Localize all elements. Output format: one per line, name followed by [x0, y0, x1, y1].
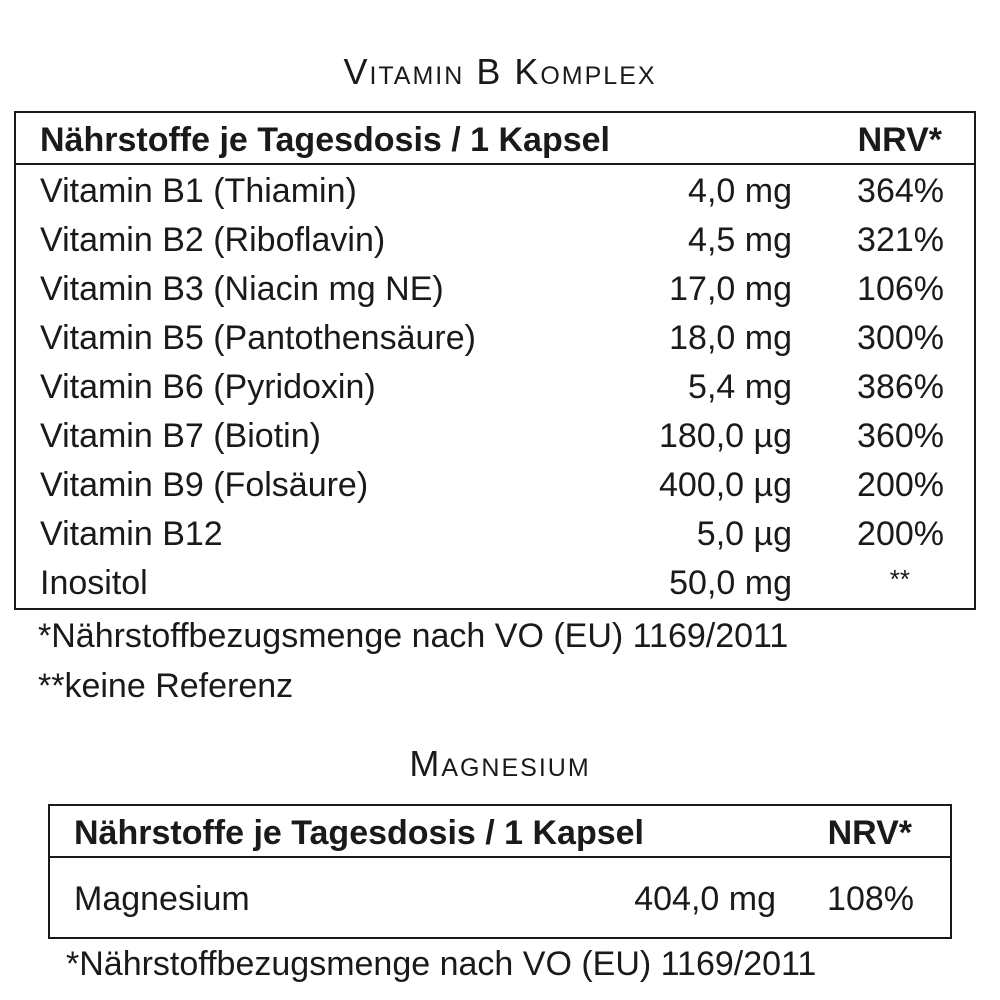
nutrient-name: Vitamin B6 (Pyridoxin) — [40, 368, 376, 406]
vitamin-b-table-header — [16, 113, 974, 165]
table-row — [16, 412, 974, 461]
magnesium-rows — [50, 858, 950, 924]
nutrient-amount: 180,0 µg — [658, 417, 792, 455]
nutrient-name: Vitamin B3 (Niacin mg NE) — [40, 270, 444, 308]
table-row — [16, 167, 974, 216]
table-row — [16, 363, 974, 412]
header-label: Nährstoffe je Tagesdosis / 1 Kapsel — [40, 121, 610, 159]
nutrient-amount: 4,0 mg — [688, 172, 792, 210]
footnote-no-reference: **keine Referenz — [38, 667, 294, 705]
nutrient-name: Inositol — [40, 564, 148, 602]
nutrient-amount: 5,4 mg — [688, 368, 792, 406]
table-row — [16, 265, 974, 314]
header-nrv: NRV* — [857, 121, 942, 159]
nutrient-amount: 18,0 mg — [669, 319, 792, 357]
footnote-nrv-reference: *Nährstoffbezugsmenge nach VO (EU) 1169/2011 — [38, 617, 789, 655]
nutrient-nrv: 321% — [857, 221, 944, 259]
nutrient-name: Magnesium — [74, 880, 250, 918]
table-row — [50, 875, 950, 924]
table-row — [16, 461, 974, 510]
nutrient-amount: 400,0 µg — [658, 466, 792, 504]
header-label: Nährstoffe je Tagesdosis / 1 Kapsel — [74, 814, 644, 852]
nutrient-name: Vitamin B7 (Biotin) — [40, 417, 321, 455]
nutrient-amount: 50,0 mg — [669, 564, 792, 602]
vitamin-b-title: Vitamin B Komplex — [343, 51, 657, 92]
nutrient-nrv: 386% — [857, 368, 944, 406]
vitamin-b-rows — [16, 165, 974, 608]
nutrient-nrv: 300% — [857, 319, 944, 357]
nutrient-amount: 17,0 mg — [669, 270, 792, 308]
nutrient-nrv: ** — [889, 564, 910, 594]
nutrient-nrv: 200% — [857, 515, 944, 553]
nutrient-amount: 4,5 mg — [688, 221, 792, 259]
magnesium-title: Magnesium — [409, 743, 591, 784]
table-row — [16, 510, 974, 559]
header-nrv: NRV* — [827, 814, 912, 852]
nutrient-nrv: 200% — [857, 466, 944, 504]
nutrient-name: Vitamin B12 — [40, 515, 223, 553]
nutrient-name: Vitamin B1 (Thiamin) — [40, 172, 357, 210]
nutrient-nrv: 108% — [827, 880, 914, 918]
nutrient-name: Vitamin B9 (Folsäure) — [40, 466, 369, 504]
nutrient-amount: 404,0 mg — [634, 880, 776, 918]
table-row — [16, 559, 974, 608]
vitamin-b-table — [14, 111, 976, 610]
magnesium-table-header — [50, 806, 950, 858]
table-row — [16, 216, 974, 265]
nutrient-name: Vitamin B5 (Pantothensäure) — [40, 319, 476, 357]
nutrient-nrv: 360% — [857, 417, 944, 455]
nutrient-nrv: 364% — [857, 172, 944, 210]
nutrient-amount: 5,0 µg — [696, 515, 792, 553]
table-row — [16, 314, 974, 363]
nutrient-name: Vitamin B2 (Riboflavin) — [40, 221, 386, 259]
footnote-nrv-reference: *Nährstoffbezugsmenge nach VO (EU) 1169/2011 — [66, 945, 817, 983]
nutrient-nrv: 106% — [857, 270, 944, 308]
magnesium-table — [48, 804, 952, 939]
